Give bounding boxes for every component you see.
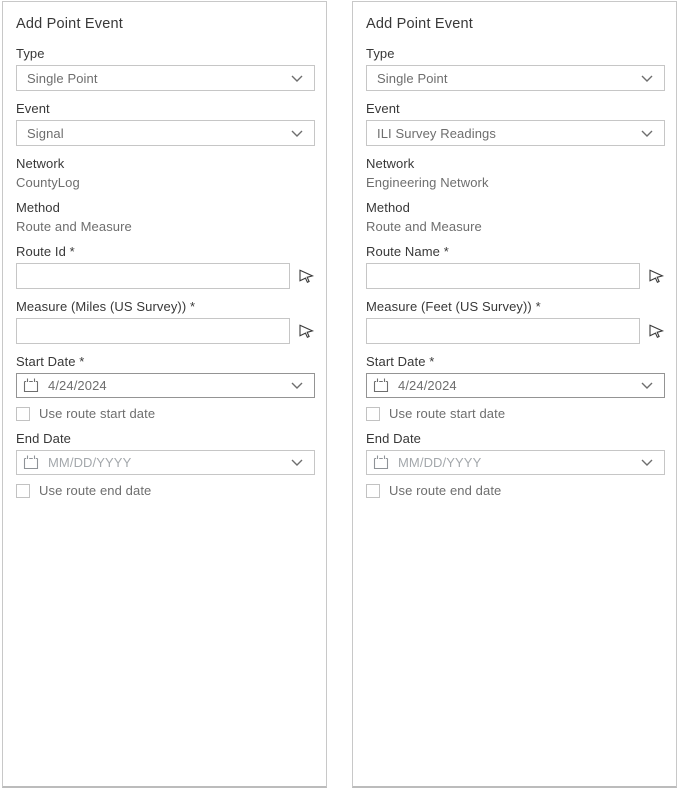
chevron-down-icon [641, 75, 653, 82]
start-date-picker[interactable] [366, 373, 665, 398]
measure-row [16, 318, 315, 344]
use-route-end-date-label: Use route end date [389, 483, 502, 498]
end-date-picker[interactable] [366, 450, 665, 475]
type-select[interactable] [366, 65, 665, 91]
event-label: Event [16, 101, 50, 116]
pick-location-arrow-icon [648, 323, 665, 339]
end-date-label: End Date [16, 431, 72, 446]
end-date-placeholder: MM/DD/YYYY [48, 455, 132, 470]
chevron-down-icon [291, 75, 303, 82]
chevron-down-icon [641, 382, 653, 389]
measure-label: Measure (Miles (US Survey)) * [16, 299, 196, 314]
route-name-input[interactable] [366, 263, 640, 289]
panel-title: Add Point Event [366, 16, 473, 32]
route-id-label: Route Id * [16, 244, 75, 259]
use-route-start-date-label: Use route start date [389, 406, 506, 421]
use-route-start-date-checkbox[interactable] [366, 407, 380, 421]
use-route-start-date-checkbox[interactable] [16, 407, 30, 421]
pick-location-arrow-icon [298, 268, 315, 284]
chevron-down-icon [291, 130, 303, 137]
use-route-end-date-checkbox[interactable] [16, 484, 30, 498]
start-date-picker[interactable] [16, 373, 315, 398]
start-date-label: Start Date * [16, 354, 85, 369]
start-date-value: 4/24/2024 [48, 378, 107, 393]
chevron-down-icon [641, 130, 653, 137]
measure-input[interactable] [16, 318, 290, 344]
use-route-start-date-row [16, 406, 315, 421]
pick-location-arrow-icon [648, 268, 665, 284]
measure-label: Measure (Feet (US Survey)) * [366, 299, 541, 314]
method-label: Method [366, 200, 410, 215]
use-route-end-date-row [366, 483, 665, 498]
end-date-label: End Date [366, 431, 422, 446]
route-name-row [366, 263, 665, 289]
type-select[interactable] [16, 65, 315, 91]
measure-row [366, 318, 665, 344]
type-select-value: Single Point [27, 70, 98, 86]
method-value: Route and Measure [16, 219, 132, 234]
network-value: Engineering Network [366, 175, 489, 190]
event-select-value: Signal [27, 125, 64, 141]
chevron-down-icon [641, 459, 653, 466]
chevron-down-icon [291, 459, 303, 466]
pick-route-button[interactable] [647, 268, 665, 285]
add-point-event-panel-right [352, 1, 677, 788]
pick-measure-button[interactable] [647, 323, 665, 340]
start-date-value: 4/24/2024 [398, 378, 457, 393]
event-select[interactable] [16, 120, 315, 146]
use-route-end-date-row [16, 483, 315, 498]
route-id-row [16, 263, 315, 289]
chevron-down-icon [291, 382, 303, 389]
use-route-end-date-label: Use route end date [39, 483, 152, 498]
calendar-icon [373, 455, 389, 470]
calendar-icon [23, 455, 39, 470]
use-route-start-date-label: Use route start date [39, 406, 156, 421]
add-point-event-panel-left [2, 1, 327, 788]
pick-location-arrow-icon [298, 323, 315, 339]
method-label: Method [16, 200, 60, 215]
end-date-picker[interactable] [16, 450, 315, 475]
type-select-value: Single Point [377, 70, 448, 86]
start-date-label: Start Date * [366, 354, 435, 369]
panel-title: Add Point Event [16, 16, 123, 32]
end-date-placeholder: MM/DD/YYYY [398, 455, 482, 470]
type-label: Type [366, 46, 395, 61]
measure-input[interactable] [366, 318, 640, 344]
calendar-icon [373, 378, 389, 393]
pick-measure-button[interactable] [297, 323, 315, 340]
use-route-end-date-checkbox[interactable] [366, 484, 380, 498]
type-label: Type [16, 46, 45, 61]
event-select-value: ILI Survey Readings [377, 125, 496, 141]
event-label: Event [366, 101, 400, 116]
network-label: Network [16, 156, 65, 171]
use-route-start-date-row [366, 406, 665, 421]
event-select[interactable] [366, 120, 665, 146]
calendar-icon [23, 378, 39, 393]
pick-route-button[interactable] [297, 268, 315, 285]
network-label: Network [366, 156, 415, 171]
method-value: Route and Measure [366, 219, 482, 234]
route-id-input[interactable] [16, 263, 290, 289]
route-name-label: Route Name * [366, 244, 449, 259]
network-value: CountyLog [16, 175, 80, 190]
